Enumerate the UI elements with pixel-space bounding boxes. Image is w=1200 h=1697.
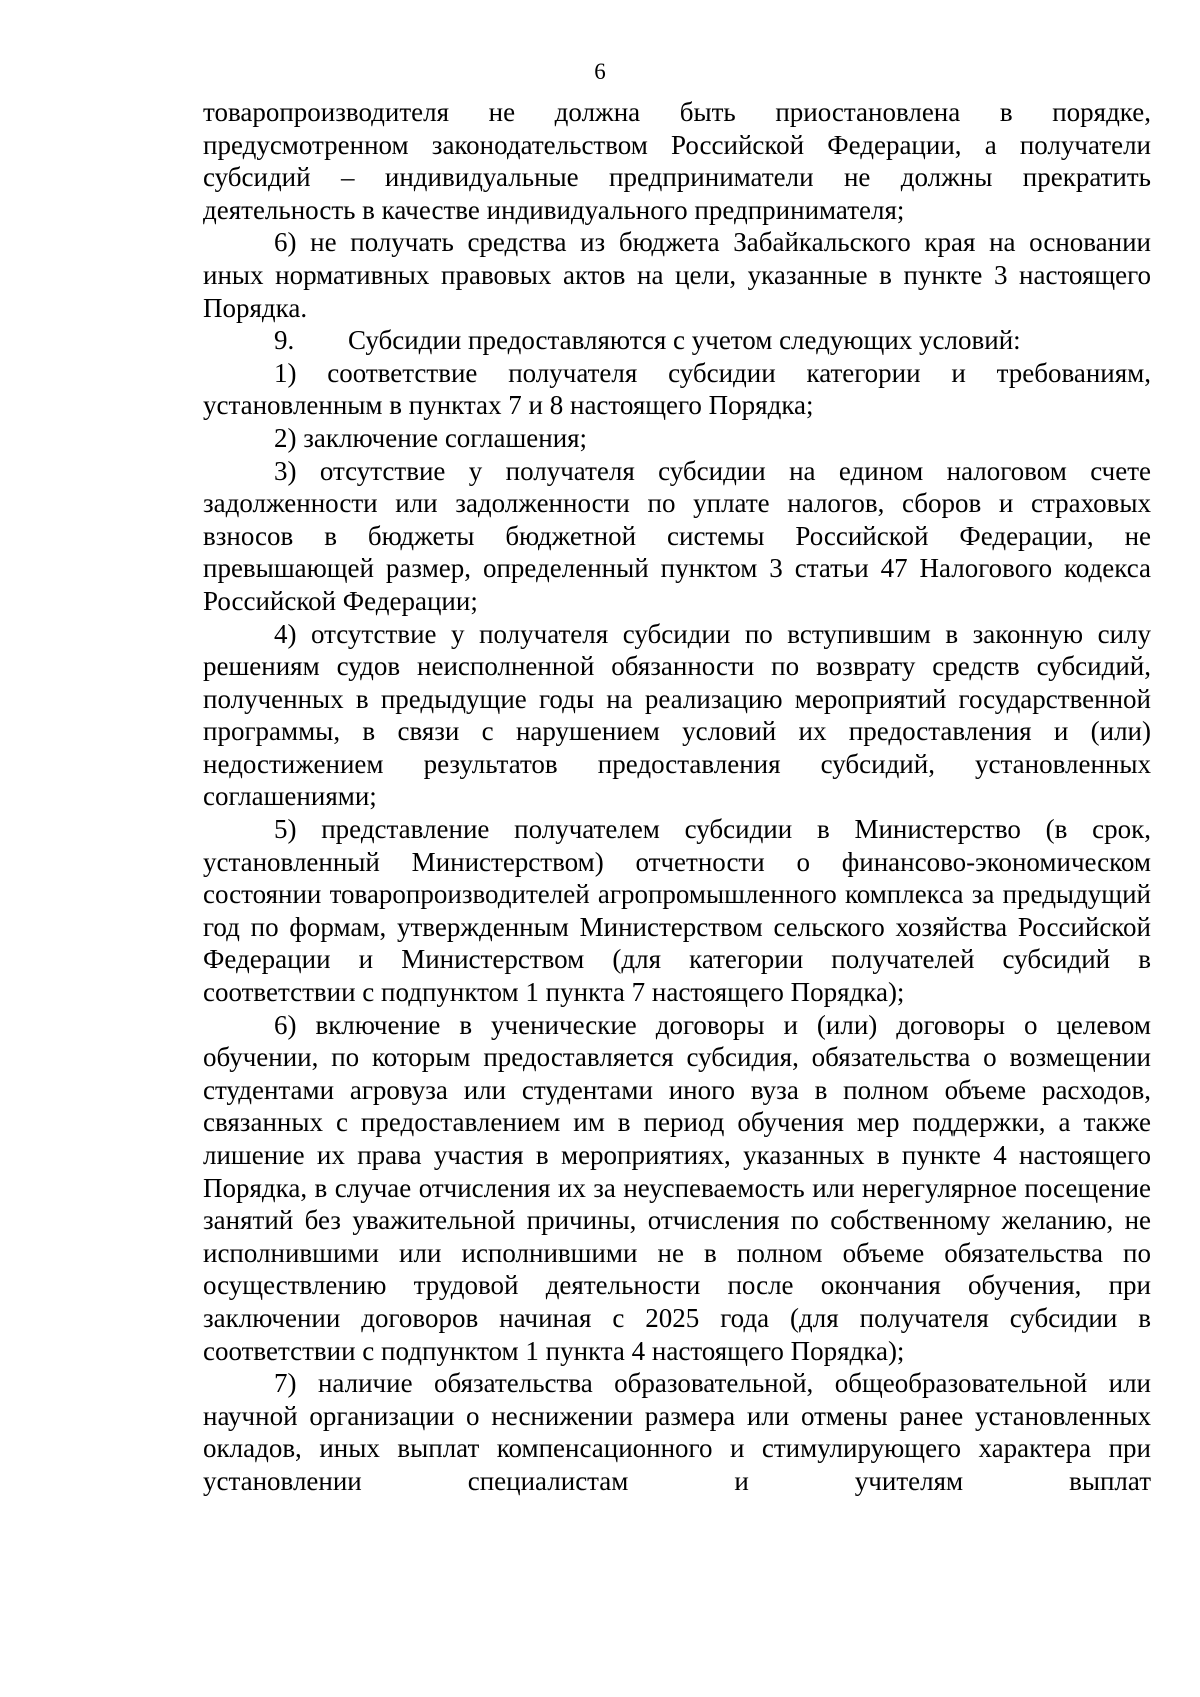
paragraph-condition-4: 4) отсутствие у получателя субсидии по вступившим в законную силу решениям судов неисполненной обязанности по возврату средств субсидий, полученных в предыдущие годы на реализацию мероприятий государственной программы, в связи с нарушением условий их предоставления и (или) недостижением результатов предоставления субсидий, установленных соглашениями;	[203, 618, 1151, 812]
item-text: Субсидии предоставляются с учетом следующих условий:	[348, 325, 1021, 356]
paragraph-condition-2: 2) заключение соглашения;	[274, 422, 588, 453]
paragraph-item-9	[203, 324, 1151, 357]
item-number: 9.	[274, 325, 295, 356]
paragraph-condition-3: 3) отсутствие у получателя субсидии на едином налоговом счете задолженности или задолженности по уплате налогов, сборов и страховых взносов в бюджеты бюджетной системы Российской Федерации, не превышающей размер, определенный пунктом 3 статьи 47 Налогового кодекса Российской Федерации;	[203, 455, 1151, 616]
paragraph-condition-1: 1) соответствие получателя субсидии категории и требованиям, установленным в пунктах 7 и 8 настоящего Порядка;	[203, 357, 1151, 421]
paragraph-continuation: товаропроизводителя не должна быть приостановлена в порядке, предусмотренном законодательством Российской Федерации, а получатели субсидий – индивидуальные предприниматели не должны прекратить деятельность в качестве индивидуального предпринимателя;	[203, 97, 1151, 225]
paragraph-condition-6: 6) включение в ученические договоры и (или) договоры о целевом обучении, по которым предоставляется субсидия, обязательства о возмещении студентами агровуза или студентами иного вуза в полном объеме расходов, связанных с предоставлением им в период обучения мер поддержки, а также лишение их права участия в мероприятиях, указанных в пункте 4 настоящего Порядка, в случае отчисления их за неуспеваемость или нерегулярное посещение занятий без уважительной причины, отчисления по собственному желанию, не исполнившими или исполнившими не в полном объеме обязательства по осуществлению трудовой деятельности после окончания обучения, при заключении договоров начиная с 2025 года (для получателя субсидии в соответствии с подпунктом 1 пункта 4 настоящего Порядка);	[203, 1009, 1151, 1366]
page-number: 6	[594, 59, 606, 84]
paragraph-condition-5: 5) представление получателем субсидии в Министерство (в срок, установленный Министерством) отчетности о финансово-экономическом состоянии товаропроизводителей агропромышленного комплекса за предыдущий год по формам, утвержденным Министерством сельского хозяйства Российской Федерации и Министерством (для категории получателей субсидий в соответствии с подпунктом 1 пункта 7 настоящего Порядка);	[203, 814, 1151, 1008]
document-body	[203, 96, 1151, 1498]
paragraph-subitem-6: 6) не получать средства из бюджета Забайкальского края на основании иных нормативных правовых актов на цели, указанные в пункте 3 настоящего Порядка.	[203, 227, 1151, 323]
paragraph-condition-7: 7) наличие обязательства образовательной, общеобразовательной или научной организации о неснижении размера или отмены ранее установленных окладов, иных выплат компенсационного и стимулирующего характера при установлении специалистам и учителям выплат	[203, 1368, 1151, 1496]
